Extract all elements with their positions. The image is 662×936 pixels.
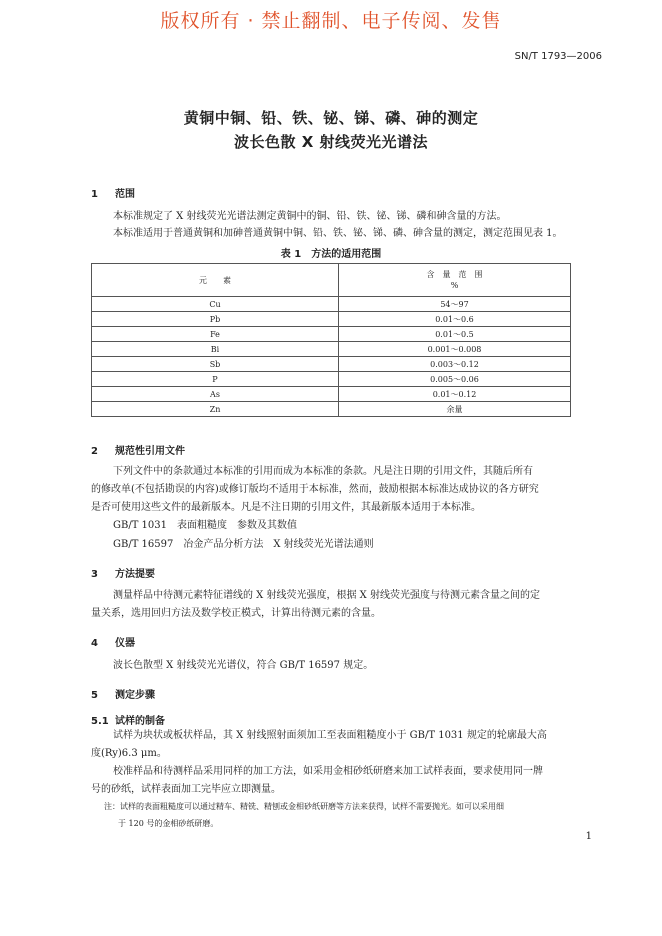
table-row <box>92 402 571 417</box>
header-range-unit: % <box>450 281 459 290</box>
table-row <box>92 312 571 327</box>
section-2-heading <box>91 442 185 457</box>
section-1-para-1: 本标准规定了 X 射线荧光光谱法测定黄铜中的铜、铅、铁、铋、锑、磷和砷含量的方法。 <box>113 211 507 222</box>
watermark-banner: 版权所有 · 禁止翻制、电子传阅、发售 <box>160 10 502 32</box>
section-title: 方法提要 <box>115 569 155 580</box>
section-5-para-2-line-1: 校准样品和待测样品采用同样的加工方法，如采用金相砂纸研磨来加工试样表面，要求使用同一牌 <box>113 766 543 777</box>
section-title: 仪器 <box>115 638 135 649</box>
section-number: 2 <box>91 446 98 457</box>
table-1-caption: 表 1 方法的适用范围 <box>280 249 382 260</box>
document-title-line2: 波长色散 X 射线荧光光谱法 <box>233 133 428 151</box>
document-title-line1: 黄铜中铜、铅、铁、铋、锑、磷、砷的测定 <box>183 109 479 127</box>
section-number: 3 <box>91 569 98 580</box>
subsection-number: 5.1 <box>91 716 109 727</box>
range-cell: 0.005～0.06 <box>339 372 571 387</box>
section-number: 4 <box>91 638 98 649</box>
scope-table <box>91 263 571 417</box>
table-row <box>92 297 571 312</box>
table-header-row <box>92 264 571 297</box>
range-cell: 0.01～0.12 <box>339 387 571 402</box>
section-title: 测定步骤 <box>115 690 155 701</box>
range-cell: 0.003～0.12 <box>339 357 571 372</box>
normative-reference-1: GB/T 1031 表面粗糙度 参数及其数值 <box>113 520 298 531</box>
section-2-para-line-3: 是否可使用这些文件的最新版本。凡是不注日期的引用文件，其最新版本适用于本标准。 <box>91 502 481 513</box>
section-1-heading <box>91 185 135 200</box>
section-4-para: 波长色散型 X 射线荧光光谱仪，符合 GB/T 16597 规定。 <box>113 660 374 671</box>
range-cell: 0.01～0.5 <box>339 327 571 342</box>
element-cell: As <box>92 387 339 402</box>
table-row <box>92 372 571 387</box>
note-line-2: 于 120 号的金相砂纸研磨。 <box>118 819 219 828</box>
section-3-para-line-2: 量关系，选用回归方法及数学校正模式，计算出待测元素的含量。 <box>91 608 381 619</box>
section-number: 1 <box>91 189 98 200</box>
subsection-5-1-heading <box>91 712 165 727</box>
section-2-para-line-1: 下列文件中的条款通过本标准的引用而成为本标准的条款。凡是注日期的引用文件，其随后所有 <box>113 466 533 477</box>
section-3-para-line-1: 测量样品中待测元素特征谱线的 X 射线荧光强度，根据 X 射线荧光强度与待测元素含量之间的定 <box>113 590 540 601</box>
standard-number: SN/T 1793—2006 <box>514 51 602 62</box>
header-range <box>339 264 571 297</box>
element-cell: Bi <box>92 342 339 357</box>
table-row <box>92 387 571 402</box>
range-cell: 0.001～0.008 <box>339 342 571 357</box>
range-cell: 0.01～0.6 <box>339 312 571 327</box>
section-title: 规范性引用文件 <box>115 446 185 457</box>
header-element: 元 素 <box>92 264 339 297</box>
table-row <box>92 342 571 357</box>
note-line-1: 注：试样的表面粗糙度可以通过精车、精铣、精刨或金相砂纸研磨等方法来获得，试样不需要抛光。如可以采用细 <box>104 802 504 811</box>
range-cell: 54～97 <box>339 297 571 312</box>
section-2-para-line-2: 的修改单(不包括勘误的内容)或修订版均不适用于本标准，然而，鼓励根据本标准达成协议的各方研究 <box>91 484 539 495</box>
header-range-title: 含 量 范 围 <box>426 270 483 279</box>
section-5-para-2-line-2: 号的砂纸，试样表面加工完毕应立即测量。 <box>91 784 281 795</box>
section-title: 范围 <box>115 189 135 200</box>
page-number: 1 <box>585 831 592 842</box>
section-5-heading <box>91 686 155 701</box>
range-cell: 余量 <box>339 402 571 417</box>
element-cell: Zn <box>92 402 339 417</box>
element-cell: Fe <box>92 327 339 342</box>
element-cell: Pb <box>92 312 339 327</box>
subsection-title: 试样的制备 <box>115 716 165 727</box>
table-row <box>92 327 571 342</box>
element-cell: Cu <box>92 297 339 312</box>
section-4-heading <box>91 634 135 649</box>
element-cell: Sb <box>92 357 339 372</box>
table-row <box>92 357 571 372</box>
section-5-para-1-line-2: 度(Ry)6.3 μm。 <box>91 748 167 759</box>
section-number: 5 <box>91 690 98 701</box>
section-1-para-2: 本标准适用于普通黄铜和加砷普通黄铜中铜、铅、铁、铋、锑、磷、砷含量的测定，测定范围见表 1。 <box>113 228 563 239</box>
section-3-heading <box>91 565 155 580</box>
section-5-para-1-line-1: 试样为块状或板状样品，其 X 射线照射面须加工至表面粗糙度小于 GB/T 1031 规定的轮廓最大高 <box>113 730 547 741</box>
normative-reference-2: GB/T 16597 冶金产品分析方法 X 射线荧光光谱法通则 <box>113 539 374 550</box>
element-cell: P <box>92 372 339 387</box>
